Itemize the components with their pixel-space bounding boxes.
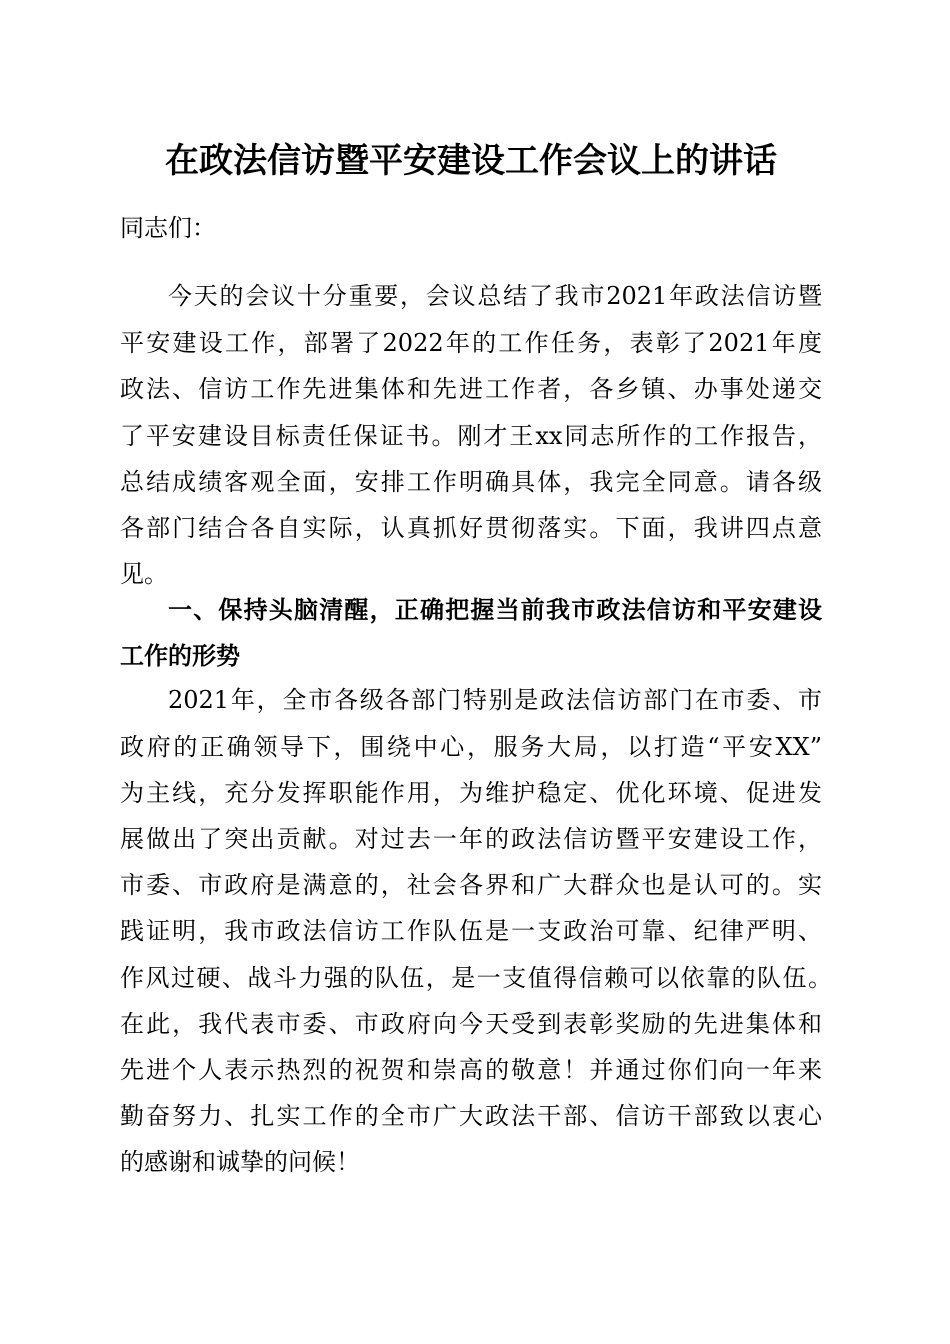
text-line: 见。 <box>120 560 168 588</box>
text-line: 的感谢和诚挚的问候！ <box>120 1148 360 1176</box>
text-line: 在此，我代表市委、市政府向今天受到表彰奖励的先进集体和 <box>120 1010 822 1038</box>
text-line: 政法、信访工作先进集体和先进工作者，各乡镇、办事处递交 <box>120 375 822 403</box>
text-line: 各部门结合各自实际，认真抓好贯彻落实。下面，我讲四点意 <box>120 514 822 542</box>
heading-line: 一、保持头脑清醒，正确把握当前我市政法信访和平安建设 <box>168 595 822 624</box>
text-line: 为主线，充分发挥职能作用，为维护稳定、优化环境、促进发 <box>120 779 822 807</box>
text-line: 市委、市政府是满意的，社会各界和广大群众也是认可的。实 <box>120 871 822 899</box>
text-line: 平安建设工作，部署了2022年的工作任务，表彰了2021年度 <box>120 329 822 357</box>
text-line: 展做出了突出贡献。对过去一年的政法信访暨平安建设工作， <box>120 825 822 853</box>
text-line: 践证明，我市政法信访工作队伍是一支政治可靠、纪律严明、 <box>120 917 822 945</box>
text-line: 了平安建设目标责任保证书。刚才王xx同志所作的工作报告， <box>120 422 822 450</box>
text-line: 2021年，全市各级各部门特别是政法信访部门在市委、市 <box>168 686 822 714</box>
text-line: 先进个人表示热烈的祝贺和崇高的敬意！并通过你们向一年来 <box>120 1056 822 1084</box>
document-title: 在政法信访暨平安建设工作会议上的讲话 <box>165 141 777 181</box>
text-line: 勤奋努力、扎实工作的全市广大政法干部、信访干部致以衷心 <box>120 1102 822 1130</box>
heading-line: 工作的形势 <box>120 641 240 670</box>
text-line: 政府的正确领导下，围绕中心，服务大局，以打造“平安XX” <box>120 733 822 761</box>
text-line: 总结成绩客观全面，安排工作明确具体，我完全同意。请各级 <box>120 468 822 496</box>
text-line: 作风过硬、战斗力强的队伍，是一支值得信赖可以依靠的队伍。 <box>120 964 832 992</box>
salutation: 同志们： <box>120 214 216 242</box>
text-line: 今天的会议十分重要，会议总结了我市2021年政法信访暨 <box>168 282 822 310</box>
